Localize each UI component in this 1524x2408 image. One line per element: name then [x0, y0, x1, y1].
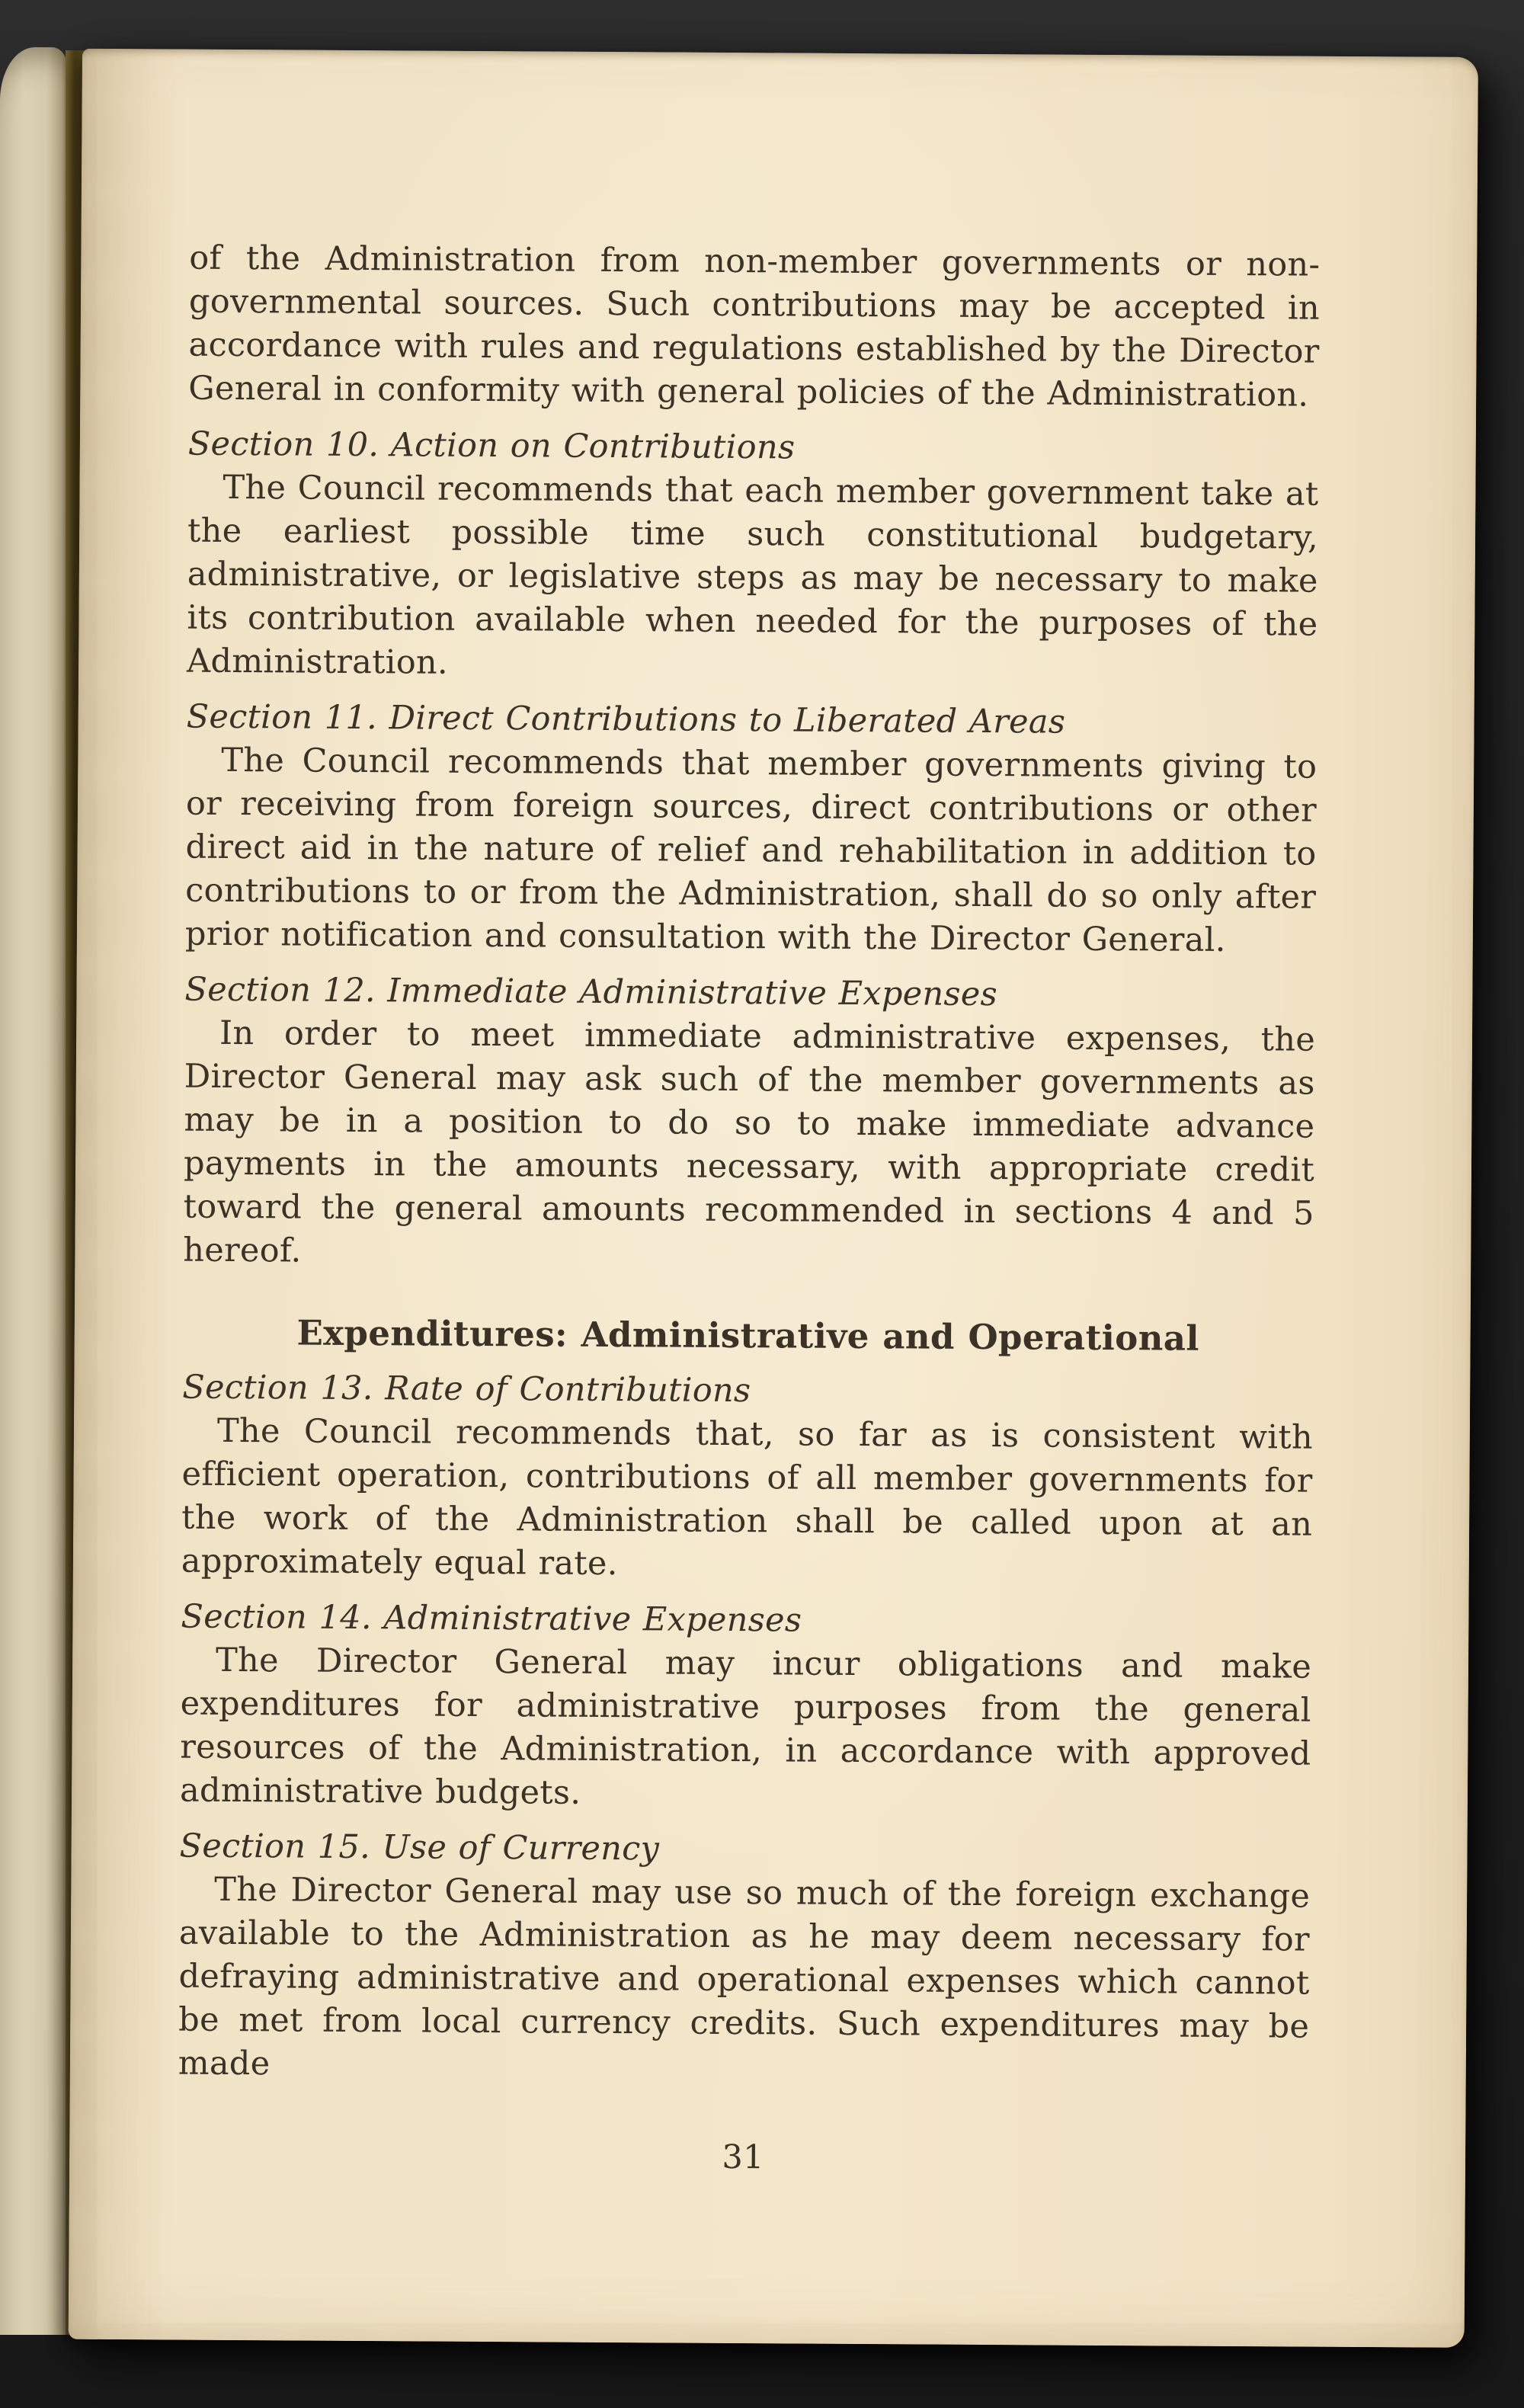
section-10-paragraph: The Council recommends that each member government take at the earliest possible time such constitutional budgetary, administrative, or legislative steps as may be necessary to make its contribution available when needed for the purposes of the Administration. [186, 468, 1319, 682]
section-15-heading: Section 15. Use of Currency [179, 1827, 660, 1868]
previous-page-edge [0, 47, 67, 2335]
book-page [69, 49, 1478, 2348]
body-text [178, 237, 1321, 2183]
section-12-paragraph: In order to meet immediate administrative expenses, the Director General may ask such of the member governments as may be in a position to do so to make immediate advance payments in the amounts necessary, with appropriate credit toward the general amounts recommended in sections 4 and 5 hereof. [183, 1013, 1316, 1270]
section-14-heading: Section 14. Administrative Expenses [181, 1597, 802, 1640]
section-11-paragraph: The Council recommends that member governments giving to or receiving from foreign sources, direct contributions or other direct aid in the nature of relief and rehabilitation in addition to contributions to or from the Administration, shall do so only after prior notification and consultation with the Director General. [184, 741, 1317, 959]
section-15-paragraph: The Director General may use so much of the foreign exchange available to the Administration as he may deem necessary for defraying administrative and operational expenses which cannot be met from local currency credits. Such expenditures may be made [178, 1870, 1311, 2083]
section-12-heading: Section 12. Immediate Administrative Expenses [184, 970, 998, 1014]
page-number: 31 [722, 2137, 764, 2177]
section-14-paragraph: The Director General may incur obligations and make expenditures for administrative purposes from the general resources of the Administration, in accordance with approved administrative budgets. [179, 1641, 1312, 1812]
intro-paragraph: of the Administration from non-member governments or non-governmental sources. Such contributions may be accepted in accordance with rules and regulations established by the Director General in conformity with general policies of the Administration. [188, 239, 1321, 415]
section-13-heading: Section 13. Rate of Contributions [182, 1368, 751, 1411]
section-11-heading: Section 11. Direct Contributions to Liberated Areas [186, 697, 1066, 741]
expenditures-group-heading: Expenditures: Administrative and Operational [296, 1312, 1200, 1359]
section-13-paragraph: The Council recommends that, so far as is consistent with efficient operation, contributions of all member governments for the work of the Administration shall be called upon at an approximately equal rate. [181, 1411, 1314, 1583]
section-10-heading: Section 10. Action on Contributions [187, 424, 796, 467]
